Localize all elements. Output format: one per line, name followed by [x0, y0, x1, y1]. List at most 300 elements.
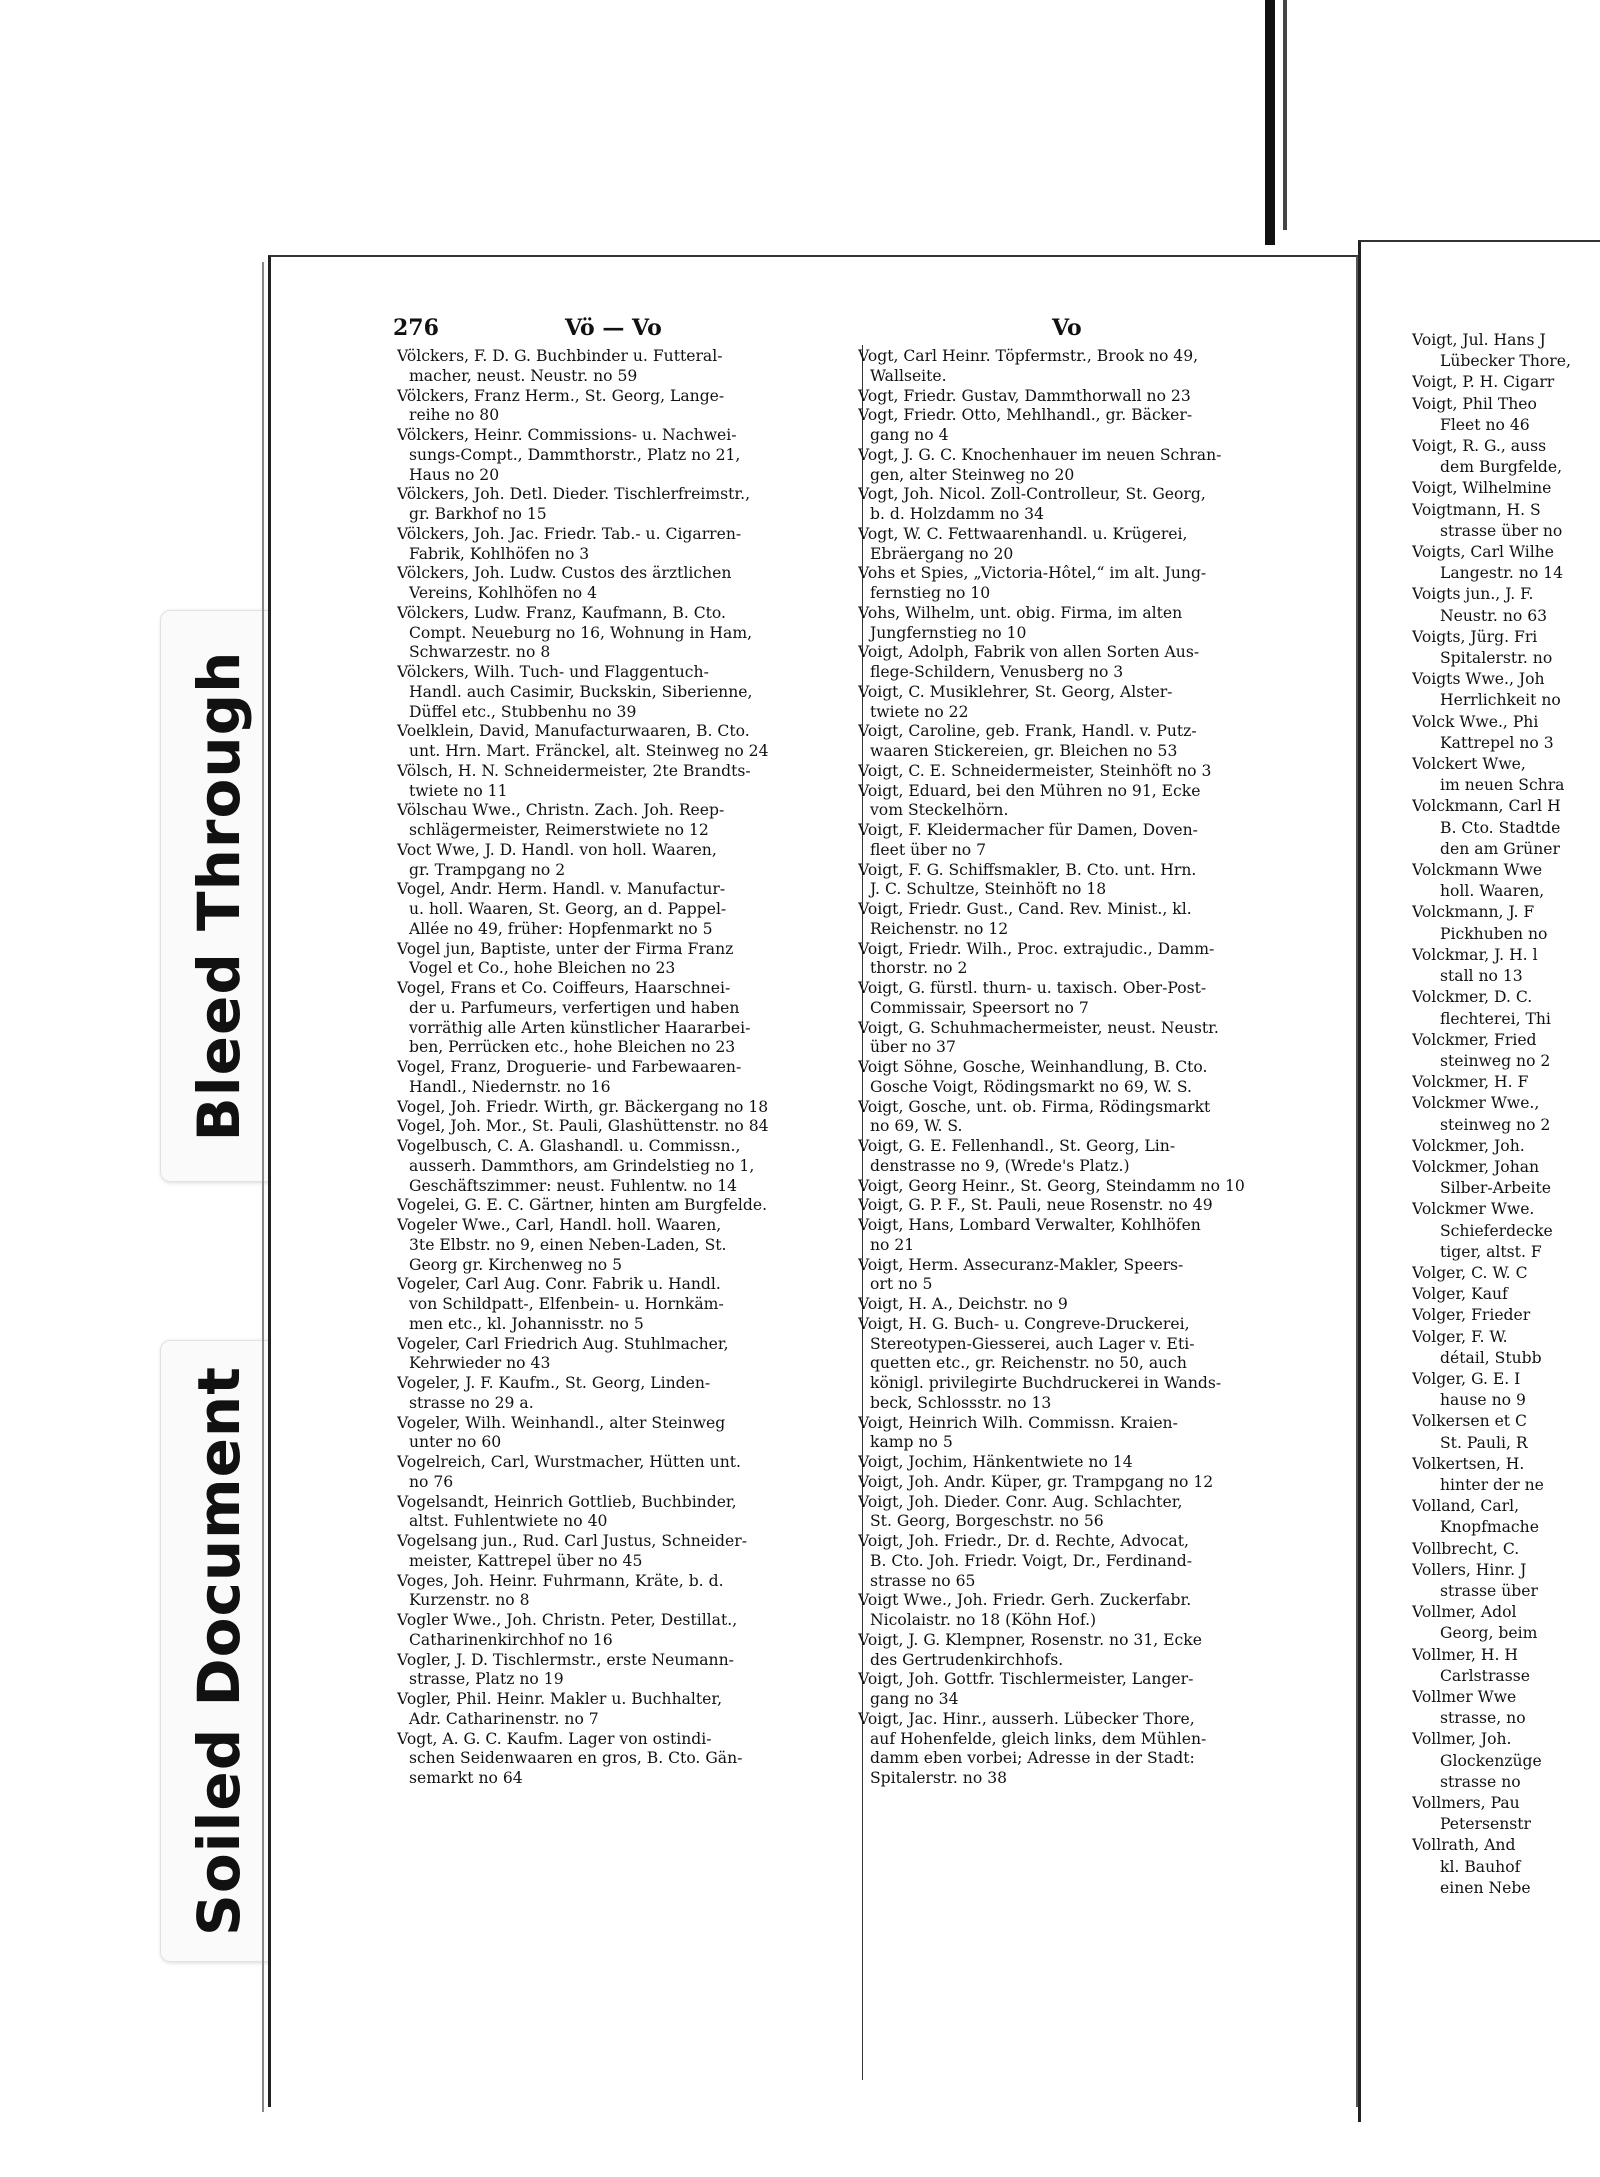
directory-entry	[1412, 1136, 1600, 1157]
entry-name-line: Voigt, Herm. Assecuranz-Makler, Speers-	[858, 1255, 1184, 1274]
directory-entry	[858, 1098, 1310, 1138]
directory-entry	[858, 564, 1310, 604]
entry-name-line: Voigt, Joh. Dieder. Conr. Aug. Schlachter,	[858, 1492, 1183, 1511]
entry-continuation-line: Geschäftszimmer: neust. Fuhlentw. no 14	[409, 1176, 738, 1195]
directory-entry	[858, 347, 1310, 387]
directory-entry	[858, 1137, 1310, 1177]
entry-continuation-line: einen Nebe	[1440, 1878, 1531, 1897]
directory-entry	[858, 604, 1310, 644]
directory-entry	[397, 426, 865, 485]
entry-continuation-line: schlägermeister, Reimerstwiete no 12	[409, 821, 709, 839]
entry-name-line: Völschau Wwe., Christn. Zach. Joh. Reep-	[397, 801, 725, 820]
entry-name-line: Vollrath, And	[1412, 1836, 1516, 1855]
entry-continuation-line: Handl., Niedernstr. no 16	[409, 1077, 611, 1096]
entry-continuation-line: twiete no 11	[409, 781, 508, 800]
entry-continuation-line: St. Pauli, R	[1440, 1433, 1528, 1452]
entry-name-line: Volger, C. W. C	[1412, 1263, 1528, 1282]
directory-entry	[1412, 1284, 1600, 1305]
entry-continuation-line: détail, Stubb	[1440, 1348, 1542, 1367]
soiled-document-flag	[160, 1340, 277, 1962]
entry-continuation-line: altst. Fuhlentwiete no 40	[409, 1512, 608, 1531]
entry-continuation-line: Handl. auch Casimir, Buckskin, Siberienne,	[409, 682, 753, 701]
entry-name-line: Voigt, Friedr. Wilh., Proc. extrajudic., Damm-	[858, 939, 1215, 958]
directory-entry	[1412, 987, 1600, 1029]
entry-continuation-line: steinweg no 2	[1440, 1115, 1551, 1134]
directory-entry	[1412, 627, 1600, 669]
entry-continuation-line: Spitalerstr. no 38	[870, 1769, 1008, 1787]
entry-name-line: Voigt, Joh. Friedr., Dr. d. Rechte, Advocat,	[858, 1532, 1189, 1550]
entry-name-line: Völsch, H. N. Schneidermeister, 2te Brandts-	[397, 761, 751, 780]
entry-name-line: Voigt, Jochim, Hänkentwiete no 14	[858, 1453, 1133, 1471]
entry-continuation-line: gang no 34	[870, 1690, 959, 1708]
directory-entry	[397, 347, 865, 387]
entry-continuation-line: über no 37	[870, 1038, 956, 1057]
entry-name-line: Völckers, Joh. Detl. Dieder. Tischlerfreimstr.,	[397, 485, 751, 504]
directory-entry	[1412, 1030, 1600, 1072]
entry-name-line: Vogel, Joh. Friedr. Wirth, gr. Bäckergang no 18	[397, 1097, 769, 1116]
entry-name-line: Volland, Carl,	[1412, 1497, 1520, 1516]
entry-name-line: Vohs et Spies, „Victoria-Hôtel,“ im alt. Jung-	[858, 564, 1207, 583]
right-running-head: Vo	[1052, 315, 1082, 341]
page-number: 276	[393, 315, 439, 341]
entry-name-line: Vogel, Frans et Co. Coiffeurs, Haarschnei-	[397, 979, 731, 997]
entry-continuation-line: Nicolaistr. no 18 (Köhn Hof.)	[870, 1611, 1097, 1629]
entry-name-line: Vollmer, H. H	[1412, 1645, 1518, 1664]
directory-entry	[1412, 902, 1600, 944]
entry-continuation-line: strasse no 65	[870, 1571, 976, 1590]
directory-entry	[858, 782, 1310, 822]
entry-continuation-line: Georg gr. Kirchenweg no 5	[409, 1255, 623, 1274]
directory-entry	[858, 1019, 1310, 1059]
directory-entry	[858, 1177, 1310, 1197]
entry-name-line: Volger, F. W.	[1412, 1327, 1508, 1346]
directory-entry	[858, 762, 1310, 782]
entry-continuation-line: steinweg no 2	[1440, 1051, 1551, 1070]
entry-continuation-line: Haus no 20	[409, 465, 500, 484]
directory-entry	[397, 1058, 865, 1098]
directory-entry	[1412, 712, 1600, 754]
entry-name-line: Vogt, Friedr. Otto, Mehlhandl., gr. Bäcker-	[858, 406, 1193, 425]
directory-column-right	[858, 347, 1310, 1789]
entry-name-line: Voigt, R. G., auss	[1412, 437, 1547, 456]
directory-entry	[397, 1414, 865, 1454]
directory-entry	[1412, 1835, 1600, 1899]
directory-entry	[858, 1196, 1310, 1216]
directory-entry	[858, 821, 1310, 861]
entry-name-line: Voigt, Wilhelmine	[1412, 479, 1552, 498]
entry-continuation-line: B. Cto. Stadtde	[1440, 818, 1561, 837]
entry-continuation-line: Adr. Catharinenstr. no 7	[409, 1709, 599, 1728]
directory-entry	[397, 1374, 865, 1414]
entry-continuation-line: J. C. Schultze, Steinhöft no 18	[870, 880, 1107, 899]
entry-name-line: Vogeler, Wilh. Weinhandl., alter Steinweg	[397, 1413, 726, 1432]
entry-continuation-line: Wallseite.	[870, 366, 947, 385]
entry-name-line: Vogt, W. C. Fettwaarenhandl. u. Krügerei,	[858, 524, 1188, 543]
directory-entry	[1412, 330, 1600, 372]
entry-name-line: Voigt, H. A., Deichstr. no 9	[858, 1295, 1068, 1313]
entry-name-line: Voigt, C. E. Schneidermeister, Steinhöft no 3	[858, 761, 1212, 780]
entry-name-line: Vogt, J. G. C. Knochenhauer im neuen Schran-	[858, 445, 1222, 464]
directory-entry	[397, 663, 865, 722]
entry-continuation-line: Georg, beim	[1440, 1624, 1538, 1643]
entry-name-line: Vogelsandt, Heinrich Gottlieb, Buchbinder,	[397, 1492, 737, 1511]
directory-entry	[858, 900, 1310, 940]
entry-continuation-line: quetten etc., gr. Reichenstr. no 50, auch	[870, 1354, 1187, 1373]
entry-name-line: Volkersen et C	[1412, 1412, 1527, 1431]
directory-entry	[1412, 372, 1600, 393]
entry-name-line: Volckmer, Johan	[1412, 1157, 1540, 1176]
entry-continuation-line: ben, Perrücken etc., hohe Bleichen no 23	[409, 1038, 736, 1057]
entry-continuation-line: im neuen Schra	[1440, 776, 1565, 795]
entry-name-line: Voigt, G. P. F., St. Pauli, neue Rosenstr. no 49	[858, 1196, 1213, 1215]
entry-name-line: Vogeler, J. F. Kaufm., St. Georg, Linden-	[397, 1374, 711, 1392]
entry-continuation-line: hinter der ne	[1440, 1475, 1544, 1494]
directory-entry	[858, 406, 1310, 446]
entry-name-line: Vollers, Hinr. J	[1412, 1560, 1527, 1579]
entry-continuation-line: macher, neust. Neustr. no 59	[409, 366, 638, 385]
entry-name-line: Voigt, Adolph, Fabrik von allen Sorten Aus-	[858, 643, 1200, 662]
entry-continuation-line: Gosche Voigt, Rödingsmarkt no 69, W. S.	[870, 1077, 1192, 1096]
entry-name-line: Voigt, C. Musiklehrer, St. Georg, Alster-	[858, 682, 1173, 701]
entry-name-line: Vogt, A. G. C. Kaufm. Lager von ostindi-	[397, 1729, 712, 1748]
directory-entry	[1412, 1411, 1600, 1453]
directory-entry	[1412, 1560, 1600, 1602]
entry-name-line: Voigt Wwe., Joh. Friedr. Gerh. Zuckerfabr.	[858, 1591, 1192, 1610]
directory-entry	[397, 722, 865, 762]
entry-name-line: Völckers, Joh. Jac. Friedr. Tab.- u. Cigarren-	[397, 524, 742, 543]
entry-name-line: Volckert Wwe,	[1412, 755, 1526, 774]
entry-name-line: Vogel, Franz, Droguerie- und Farbewaaren-	[397, 1058, 742, 1076]
entry-name-line: Voges, Joh. Heinr. Fuhrmann, Kräte, b. d.	[397, 1571, 724, 1590]
entry-continuation-line: fleet über no 7	[870, 840, 987, 859]
directory-entry	[397, 1730, 865, 1789]
entry-name-line: Volckmann, Carl H	[1412, 797, 1561, 816]
entry-continuation-line: strasse, Platz no 19	[409, 1670, 564, 1689]
entry-name-line: Voigts jun., J. F.	[1412, 585, 1534, 604]
directory-entry	[1412, 478, 1600, 499]
directory-entry	[858, 1058, 1310, 1098]
entry-continuation-line: kl. Bauhof	[1440, 1857, 1521, 1876]
entry-name-line: Vogt, Carl Heinr. Töpfermstr., Brook no 49,	[858, 347, 1199, 365]
directory-entry	[397, 1137, 865, 1196]
entry-name-line: Voigt, J. G. Klempner, Rosenstr. no 31, Ecke	[858, 1630, 1202, 1649]
directory-entry	[858, 1414, 1310, 1454]
directory-entry	[1412, 1602, 1600, 1644]
directory-entry	[858, 1295, 1310, 1315]
entry-continuation-line: flege-Schildern, Venusberg no 3	[870, 663, 1124, 681]
entry-continuation-line: no 69, W. S.	[870, 1117, 963, 1136]
directory-entry	[397, 1335, 865, 1375]
entry-continuation-line: Commissair, Speersort no 7	[870, 998, 1089, 1017]
directory-entry	[1412, 945, 1600, 987]
entry-continuation-line: flechterei, Thi	[1440, 1009, 1551, 1028]
directory-entry	[1412, 1157, 1600, 1199]
entry-name-line: Voigt, Heinrich Wilh. Commissn. Kraien-	[858, 1413, 1178, 1432]
entry-continuation-line: Petersenstr	[1440, 1815, 1531, 1834]
entry-name-line: Voigt, F. Kleidermacher für Damen, Doven-	[858, 821, 1198, 839]
entry-name-line: Volger, Kauf	[1412, 1285, 1508, 1304]
entry-continuation-line: gen, alter Steinweg no 20	[870, 465, 1075, 484]
directory-entry	[858, 940, 1310, 980]
directory-entry	[397, 1117, 865, 1137]
book-spine-edge-inner	[1283, 0, 1287, 230]
entry-name-line: Volckmar, J. H. l	[1412, 945, 1538, 964]
entry-continuation-line: meister, Kattrepel über no 45	[409, 1551, 643, 1570]
entry-continuation-line: sungs-Compt., Dammthorstr., Platz no 21,	[409, 445, 741, 464]
entry-name-line: Voigts Wwe., Joh	[1412, 670, 1545, 689]
entry-name-line: Vogt, Joh. Nicol. Zoll-Controlleur, St. Georg,	[858, 485, 1206, 504]
directory-entry	[397, 1532, 865, 1572]
entry-name-line: Voigt, Hans, Lombard Verwalter, Kohlhöfen	[858, 1216, 1201, 1234]
directory-entry	[1412, 584, 1600, 626]
entry-continuation-line: Silber-Arbeite	[1440, 1179, 1551, 1198]
directory-entry	[858, 1493, 1310, 1533]
entry-name-line: Vogelreich, Carl, Wurstmacher, Hütten unt.	[397, 1453, 741, 1471]
entry-name-line: Vogelbusch, C. A. Glashandl. u. Commissn.,	[397, 1137, 741, 1155]
entry-name-line: Voigt, Joh. Gottfr. Tischlermeister, Langer-	[858, 1670, 1194, 1689]
directory-entry	[397, 1275, 865, 1334]
directory-entry	[1412, 500, 1600, 542]
directory-entry	[858, 1710, 1310, 1789]
entry-continuation-line: Ebräergang no 20	[870, 544, 1014, 563]
entry-name-line: Voelklein, David, Manufacturwaaren, B. Cto.	[397, 722, 750, 741]
entry-name-line: Vogel, Joh. Mor., St. Pauli, Glashüttenstr. no 84	[397, 1117, 769, 1136]
entry-continuation-line: Pickhuben no	[1440, 924, 1548, 943]
entry-continuation-line: Spitalerstr. no	[1440, 649, 1553, 668]
directory-entry	[397, 525, 865, 565]
entry-continuation-line: damm eben vorbei; Adresse in der Stadt:	[870, 1749, 1195, 1768]
entry-continuation-line: Glockenzüge	[1440, 1751, 1542, 1770]
directory-entry	[1412, 1093, 1600, 1135]
left-running-head: Vö — Vo	[565, 315, 662, 341]
entry-continuation-line: denstrasse no 9, (Wrede's Platz.)	[870, 1156, 1130, 1175]
entry-name-line: Volger, Frieder	[1412, 1306, 1531, 1325]
entry-continuation-line: no 76	[409, 1472, 454, 1491]
entry-name-line: Vogelsang jun., Rud. Carl Justus, Schneider-	[397, 1532, 747, 1550]
entry-continuation-line: strasse über no	[1440, 521, 1563, 540]
entry-continuation-line: stall no 13	[1440, 967, 1523, 986]
entry-continuation-line: Vereins, Kohlhöfen no 4	[409, 584, 598, 602]
entry-name-line: Voigt, Phil Theo	[1412, 394, 1537, 413]
entry-continuation-line: hause no 9	[1440, 1391, 1526, 1410]
entry-continuation-line: strasse no 29 a.	[409, 1393, 534, 1412]
entry-continuation-line: semarkt no 64	[409, 1769, 523, 1787]
entry-name-line: Vollmer, Joh.	[1412, 1730, 1512, 1749]
entry-continuation-line: strasse no	[1440, 1772, 1521, 1791]
entry-continuation-line: Catharinenkirchhof no 16	[409, 1630, 613, 1649]
directory-entry	[1412, 669, 1600, 711]
entry-name-line: Volckmer, Fried	[1412, 1030, 1537, 1049]
directory-column-left	[397, 347, 865, 1789]
entry-continuation-line: Reichenstr. no 12	[870, 919, 1009, 938]
entry-name-line: Völckers, Franz Herm., St. Georg, Lange-	[397, 386, 725, 405]
entry-name-line: Voigts, Carl Wilhe	[1412, 543, 1554, 562]
entry-continuation-line: Carlstrasse	[1440, 1666, 1530, 1685]
directory-entry	[858, 387, 1310, 407]
entry-continuation-line: Fabrik, Kohlhöfen no 3	[409, 544, 590, 563]
entry-continuation-line: kamp no 5	[870, 1433, 953, 1452]
entry-name-line: Volckmann Wwe	[1412, 861, 1543, 880]
directory-entry	[397, 387, 865, 427]
entry-name-line: Voigt, Joh. Andr. Küper, gr. Trampgang no 12	[858, 1472, 1214, 1491]
soiled-document-label: Soiled Document	[184, 1366, 253, 1936]
entry-name-line: Voigt, P. H. Cigarr	[1412, 373, 1555, 392]
entry-name-line: Volck Wwe., Phi	[1412, 712, 1539, 731]
entry-continuation-line: Kurzenstr. no 8	[409, 1591, 530, 1610]
entry-name-line: Völckers, Wilh. Tuch- und Flaggentuch-	[397, 663, 709, 681]
entry-name-line: Vollbrecht, C.	[1412, 1539, 1520, 1558]
book-spine-edge	[1265, 0, 1275, 245]
directory-entry	[397, 1196, 865, 1216]
entry-name-line: Volckmer Wwe.,	[1412, 1094, 1540, 1113]
directory-entry	[858, 683, 1310, 723]
directory-entry	[1412, 1729, 1600, 1793]
entry-continuation-line: auf Hohenfelde, gleich links, dem Mühlen-	[870, 1729, 1207, 1748]
directory-entry	[397, 604, 865, 663]
entry-continuation-line: gr. Trampgang no 2	[409, 860, 566, 879]
directory-entry	[397, 801, 865, 841]
directory-entry	[858, 1631, 1310, 1671]
directory-entry	[858, 1670, 1310, 1710]
entry-name-line: Vogel, Andr. Herm. Handl. v. Manufactur-	[397, 880, 726, 899]
entry-continuation-line: den am Grüner	[1440, 839, 1560, 858]
directory-entry	[1412, 1539, 1600, 1560]
entry-name-line: Voigt, Friedr. Gust., Cand. Rev. Minist., kl.	[858, 900, 1192, 918]
bleed-through-label: Bleed Through	[184, 650, 253, 1142]
directory-entry	[858, 485, 1310, 525]
entry-continuation-line: unter no 60	[409, 1433, 502, 1452]
directory-entry	[397, 880, 865, 939]
entry-continuation-line: schen Seidenwaaren en gros, B. Cto. Gän-	[409, 1749, 743, 1768]
entry-name-line: Vogeler, Carl Aug. Conr. Fabrik u. Handl.	[397, 1275, 721, 1294]
entry-name-line: Vollmer Wwe	[1412, 1688, 1517, 1706]
entry-name-line: Voct Wwe, J. D. Handl. von holl. Waaren,	[397, 840, 717, 859]
entry-name-line: Voigt, Eduard, bei den Mühren no 91, Ecke	[858, 781, 1201, 800]
directory-entry	[858, 1453, 1310, 1473]
entry-continuation-line: Schieferdecke	[1440, 1221, 1553, 1240]
entry-continuation-line: dem Burgfelde,	[1440, 458, 1563, 477]
entry-continuation-line: tiger, altst. F	[1440, 1242, 1542, 1261]
directory-entry	[858, 1473, 1310, 1493]
directory-column-partial	[1412, 330, 1600, 1899]
directory-entry	[397, 1651, 865, 1691]
entry-continuation-line: Lübecker Thore,	[1440, 352, 1571, 371]
directory-entry	[1412, 1305, 1600, 1326]
entry-continuation-line: ausserh. Dammthors, am Grindelstieg no 1,	[409, 1156, 755, 1175]
entry-name-line: Vollmers, Pau	[1412, 1794, 1520, 1813]
entry-continuation-line: ort no 5	[870, 1275, 933, 1294]
entry-name-line: Vogler, Phil. Heinr. Makler u. Buchhalter,	[397, 1690, 723, 1708]
directory-entry	[1412, 754, 1600, 796]
directory-entry	[858, 1532, 1310, 1591]
entry-name-line: Voigt, G. E. Fellenhandl., St. Georg, Lin-	[858, 1137, 1176, 1155]
entry-continuation-line: unt. Hrn. Mart. Fränckel, alt. Steinweg no 24	[409, 742, 769, 760]
directory-entry	[397, 1572, 865, 1612]
entry-continuation-line: men etc., kl. Johannisstr. no 5	[409, 1314, 644, 1333]
directory-entry	[858, 1315, 1310, 1414]
directory-entry	[1412, 1072, 1600, 1093]
entry-continuation-line: Jungfernstieg no 10	[870, 623, 1027, 642]
directory-entry	[397, 1453, 865, 1493]
entry-continuation-line: fernstieg no 10	[870, 584, 991, 602]
directory-entry	[858, 722, 1310, 762]
directory-entry	[858, 1591, 1310, 1631]
entry-continuation-line: von Schildpatt-, Elfenbein- u. Hornkäm-	[409, 1295, 724, 1313]
entry-name-line: Vogel jun, Baptiste, unter der Firma Franz	[397, 939, 734, 958]
entry-continuation-line: strasse, no	[1440, 1709, 1526, 1728]
entry-continuation-line: vorräthig alle Arten künstlicher Haararbei-	[409, 1018, 751, 1037]
entry-name-line: Voigt, F. G. Schiffsmakler, B. Cto. unt. Hrn.	[858, 860, 1197, 879]
directory-entry	[397, 841, 865, 881]
directory-entry	[397, 979, 865, 1058]
entry-continuation-line: B. Cto. Joh. Friedr. Voigt, Dr., Ferdinand-	[870, 1551, 1193, 1570]
entry-name-line: Volckmer, D. C.	[1412, 988, 1533, 1007]
directory-entry	[858, 446, 1310, 486]
entry-name-line: Voigt Söhne, Gosche, Weinhandlung, B. Cto.	[858, 1058, 1208, 1076]
entry-name-line: Völckers, Ludw. Franz, Kaufmann, B. Cto.	[397, 603, 727, 622]
entry-continuation-line: vom Steckelhörn.	[870, 801, 1009, 820]
directory-entry	[397, 1611, 865, 1651]
entry-name-line: Volckmer Wwe.	[1412, 1200, 1535, 1219]
entry-continuation-line: waaren Stickereien, gr. Bleichen no 53	[870, 742, 1178, 760]
directory-entry	[397, 564, 865, 604]
directory-entry	[1412, 1496, 1600, 1538]
entry-continuation-line: strasse über	[1440, 1581, 1538, 1600]
directory-entry	[858, 525, 1310, 565]
directory-entry	[397, 1216, 865, 1275]
entry-name-line: Vogelei, G. E. C. Gärtner, hinten am Burgfelde.	[397, 1196, 768, 1215]
directory-entry	[1412, 1454, 1600, 1496]
entry-name-line: Völckers, Joh. Ludw. Custos des ärztlichen	[397, 564, 732, 583]
directory-entry	[858, 643, 1310, 683]
entry-continuation-line: Vogel et Co., hohe Bleichen no 23	[409, 959, 676, 978]
entry-name-line: Voigt, Caroline, geb. Frank, Handl. v. Putz-	[858, 722, 1197, 741]
entry-continuation-line: gr. Barkhof no 15	[409, 505, 547, 523]
entry-name-line: Voigt, H. G. Buch- u. Congreve-Druckerei,	[858, 1314, 1190, 1333]
directory-entry	[397, 1690, 865, 1730]
entry-continuation-line: u. holl. Waaren, St. Georg, an d. Pappel-	[409, 900, 727, 918]
directory-entry	[858, 979, 1310, 1019]
directory-entry	[1412, 1263, 1600, 1284]
entry-name-line: Vogler Wwe., Joh. Christn. Peter, Destillat.,	[397, 1611, 738, 1629]
entry-name-line: Vohs, Wilhelm, unt. obig. Firma, im alten	[858, 603, 1183, 622]
entry-continuation-line: Herrlichkeit no	[1440, 691, 1561, 710]
entry-name-line: Voigts, Jürg. Fri	[1412, 627, 1538, 646]
directory-entry	[1412, 436, 1600, 478]
directory-entry	[1412, 1199, 1600, 1263]
directory-entry	[1412, 542, 1600, 584]
entry-name-line: Voigtmann, H. S	[1412, 500, 1541, 519]
directory-entry	[397, 1098, 865, 1118]
directory-entry	[858, 861, 1310, 901]
entry-continuation-line: Neustr. no 63	[1440, 606, 1548, 625]
entry-continuation-line: no 21	[870, 1235, 915, 1254]
entry-name-line: Völckers, Heinr. Commissions- u. Nachwei-	[397, 426, 737, 444]
entry-continuation-line: Stereotypen-Giesserei, auch Lager v. Eti-	[870, 1334, 1195, 1353]
entry-name-line: Voigt, Jac. Hinr., ausserh. Lübecker Thore,	[858, 1709, 1195, 1728]
entry-name-line: Volckmann, J. F	[1412, 903, 1535, 922]
directory-entry	[1412, 1369, 1600, 1411]
entry-continuation-line: Schwarzestr. no 8	[409, 643, 551, 662]
entry-name-line: Volkertsen, H.	[1412, 1454, 1525, 1473]
directory-entry	[1412, 1793, 1600, 1835]
entry-name-line: Voigt, G. fürstl. thurn- u. taxisch. Ober-Post-	[858, 979, 1207, 997]
entry-name-line: Vollmer, Adol	[1412, 1603, 1517, 1622]
directory-entry	[397, 762, 865, 802]
entry-continuation-line: königl. privilegirte Buchdruckerei in Wands-	[870, 1374, 1222, 1392]
entry-name-line: Voigt, Georg Heinr., St. Georg, Steindamm no 10	[858, 1176, 1245, 1195]
entry-name-line: Volckmer, Joh.	[1412, 1136, 1525, 1155]
